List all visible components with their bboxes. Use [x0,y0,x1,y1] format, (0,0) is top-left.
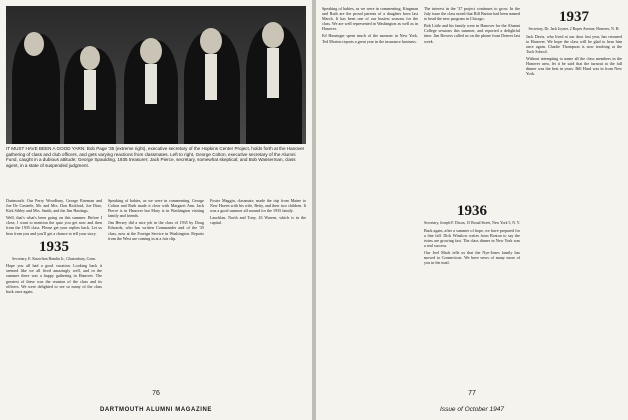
paragraph: Hope you all had a good vacation. Looking back it seemed like we all lived amazingly well, and in the summer there was a happy gathering in Hanover. The greatest of these was the reunion of the class and its officers. We were delighted to see so many of the class back once again. [6,263,102,294]
paragraph: Well, that's what's been going on this summer. Before I close, I want to mention the quiz you get now and then from the 1935 class. Please get your replies back. Let us hear from you and you'll get a chance to tell your story. [6,215,102,236]
photo-shirt [145,64,157,104]
photo-face [24,32,44,56]
photo-shirt [267,48,279,98]
photo-face [140,38,162,64]
paragraph: Jim Hersey did a nice job in the class of 1935 by Doug Edwards, who has written Commander and of the '35 class, now at the Foreign Service in Washington. Reports from the West are coming in at a fair clip. [108,220,204,241]
photo-face [200,28,222,54]
paragraph: Ed Hassinger spent much of the summer in New York. Ted Morton reports a great year in the insurance business. [322,33,418,44]
paragraph: Speaking of babies, as we were in commenting, Kingman and Ruth are the proud parents of a daughter born last March. It has been one of our busiest seasons for the class. We are well represented in Washington as well as in Hanover. [322,6,418,32]
class-year-heading: 1936 [457,203,487,219]
class-secretary: Secretary, E. Knowlton Hamlin Jr., Glastonbury, Conn. [12,256,96,261]
right-column-1 [322,6,418,46]
class-secretary: Secretary, Joseph F. Dixon, 15 Broad Street, New York 5, N. Y. [424,221,520,225]
paragraph: Without attempting to name all the class members in the Hanover area, let it be said that the turnout at the fall dinner was the best in years. Bill Hurd was in from New York. [526,55,622,77]
class-year-heading: 1937 [559,9,589,25]
paragraph: Jack Davis, who lived at our door last year, has returned to Hanover. We hope the class will be glad to hear him once again. Charlie Thompson is now teaching at the Tuck School. [526,33,622,54]
paragraph: Our Joel Mack tells us that the Nye-Jones family has moved to Connecticut. We have news of many more of you in the mail. [424,249,520,266]
group-photo [6,6,306,144]
left-column-2 [108,198,204,243]
photo-shirt [84,70,96,110]
paragraph: Dartmouth. Our Perry Woodbury, George Eiseman and Joe De Casteele, Mr. and Mrs. Don Bickford, Joe Diao, Kirk Sibley and Mrs. Smith, and the Jim Hastings. [6,198,102,214]
right-column-3 [526,6,622,78]
left-column-1 [6,198,102,296]
right-footer [316,390,628,416]
class-year-heading: 1935 [39,238,69,255]
photo-caption: IT MUST HAVE BEEN A GOOD YARN: Bob Page '35 (extreme right), executive secretary of the Hopkins Center Project, holds forth at the Hanover gathering of class and club officers, and gets varying reactions from classmates. Left to right, George Colton, executive secretary of the Alumni Fund, caught in a dubious attitude; George Spaulding, 1935 treasurer; Jack Pierce, secretary, somewhat skeptical; and Bob Wasserman, class agent, in a state of suspended judgment. [6,146,305,168]
left-column-3 [210,198,306,227]
photo-shirt [205,54,217,100]
right-page [316,0,628,420]
left-footer [0,390,312,416]
magazine-name: DARTMOUTH ALUMNI MAGAZINE [99,407,213,413]
page-number: 76 [152,390,160,397]
right-column-2 [424,6,520,46]
paragraph: Bob Little and his family were in Hanover for the Alumni College sessions this summer, and reported a delightful time. Jim Bowers called us on the phone from Denver last week. [424,23,520,44]
right-column-2b [424,200,520,267]
paragraph: Speaking of babies, as we were in commenting. George Colton and Ruth made it clear with Margaret Ann. Jack Pierce is in Hanover but Mary is in Washington visiting family and friends. [108,198,204,219]
paragraph: The interest in the '37 project continues to grow. In the July issue the class noted that Bill Barton had been named to head the new program in Chicago. [424,6,520,22]
photo-face [80,46,100,70]
class-secretary: Secretary, Dr. Jack Joyner, 2 Ropes Avenue, Hanover, N. H. [528,27,620,31]
left-page [0,0,312,420]
paragraph: Foster Maggin, classmate, made the trip from Maine to New Haven with his wife, Betty, and their two children. It was a good summer all around for the 1935 family. [210,198,306,214]
paragraph: Lauchlan, North and Tony, 43 Warren, which is in the capital. [210,215,306,226]
page-number: 77 [468,390,476,397]
issue-date: Issue of October 1947 [440,406,504,413]
paragraph: Back again, after a summer of hope, we have prepared for a fine fall. Dick Winslow writes from Boston to say the twins are growing fast. The class dinner in New York was a real success. [424,227,520,248]
photo-face [262,22,284,48]
